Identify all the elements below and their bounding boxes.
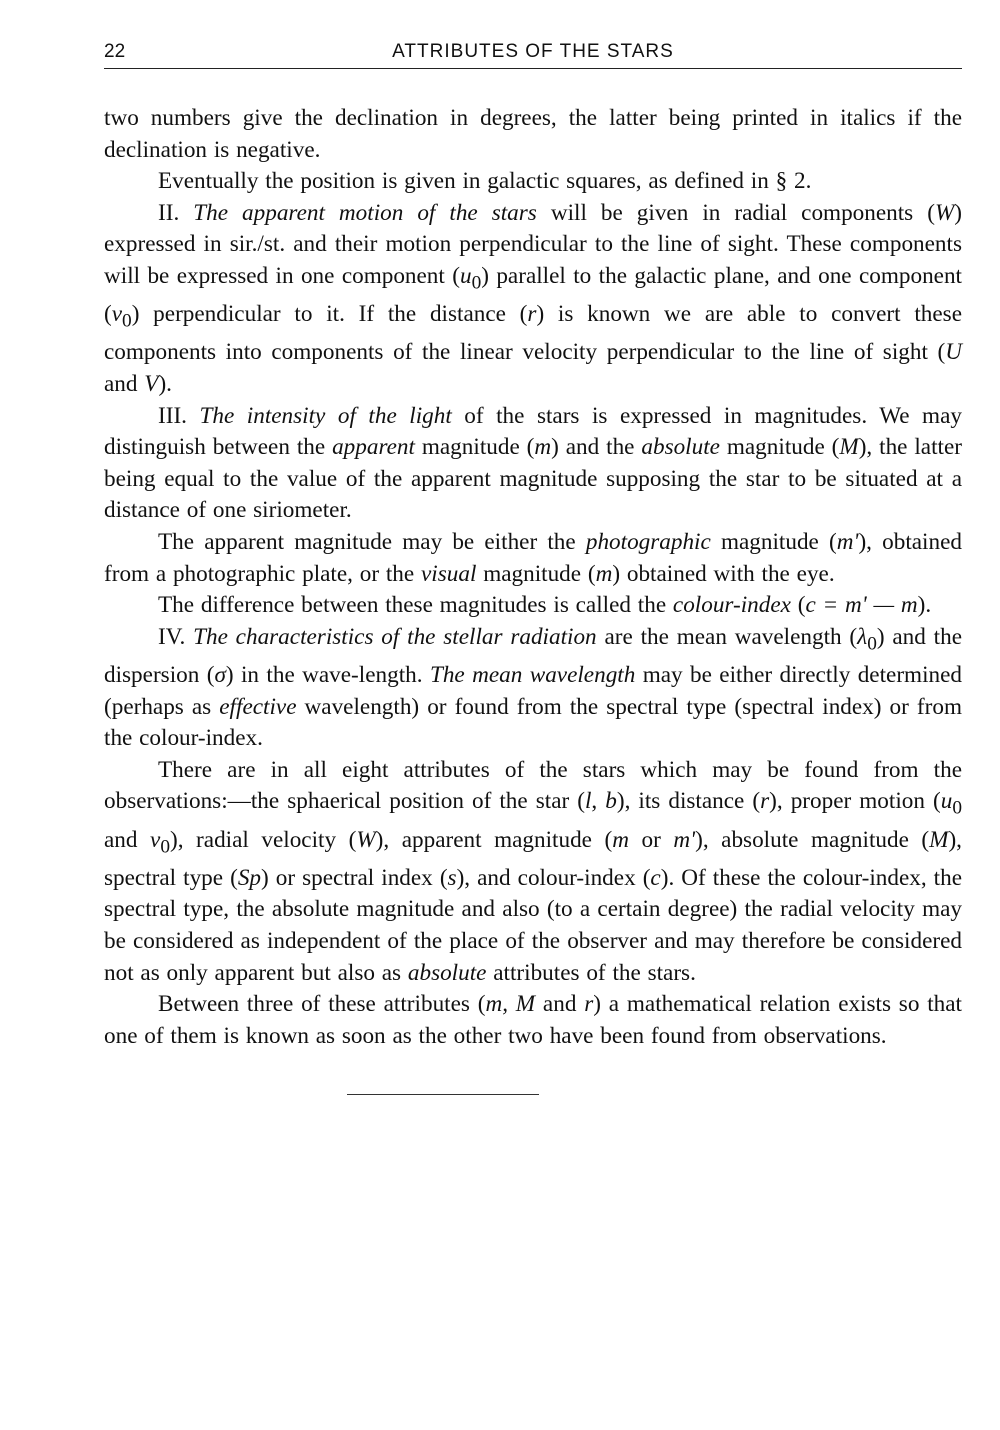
end-of-section-rule <box>347 1094 539 1095</box>
book-page <box>104 38 962 1095</box>
section-heading-stellar-radiation: The characteristics of the stellar radiation <box>193 623 597 650</box>
page-number: 22 <box>104 41 126 62</box>
paragraph-mathematical-relation: Between three of these attributes (m, M and r) a mathematical relation exists so that one of them is known as soon as the other two have been found from observations. <box>104 991 963 1049</box>
paragraph-photographic-visual: The apparent magnitude may be either the photographic magnitude (m'), obtained from a photographic plate, or the visual magnitude (m) obtained with the eye. <box>104 529 962 587</box>
paragraph-stellar-radiation: IV. The characteristics of the stellar radiation are the mean wavelength $(\lambda_0)$ and the dispersion (σ) in the wave-length. The mean wavelength may be either directly determined (perhaps as effective wavelength) or found from the spectral type (spectral index) or from the colour-index. <box>104 623 962 752</box>
body-text <box>104 103 962 1052</box>
paragraph-intensity-of-light: III. The intensity of the light of the stars is expressed in magnitudes. We may distinguish between the apparent magnitude (m) and the absolute magnitude (M), the latter being equal to the value of the apparent magnitude supposing the star to be situated at a distance of one siriometer. <box>104 402 962 524</box>
running-title: ATTRIBUTES OF THE STARS <box>392 41 674 62</box>
paragraph-eight-attributes: There are in all eight attributes of the stars which may be found from the observations:—the sphaerical position of the star (l, b), its distance (r), proper motion ($u_0$ and $v_0$), radial velocity (W), apparent magnitude (m or m'), absolute magnitude (M), spectral type (Sp) or spectral index (s), and colour-index (c). Of these the colour-index, the spectral type, the absolute magnitude and also (to a certain degree) the radial velocity may be considered as independent of the place of the observer and may therefore be considered not as only apparent but also as absolute attributes of the stars. <box>104 756 962 986</box>
paragraph-apparent-motion: II. The apparent motion of the stars will be given in radial components (W) expressed in sir./st. and their motion perpendicular to the line of sight. These components will be expressed in one component $(u_0)$ parallel to the galactic plane, and one component $(v_0)$ perpendicular to it. If the distance (r) is known we are able to convert these components into components of the linear velocity perpendicular to the line of sight (U and V). <box>104 199 963 398</box>
paragraph-declination-continuation: two numbers give the declination in degrees, the latter being printed in italics if the declination is negative. <box>104 105 962 163</box>
paragraph-colour-index: The difference between these magnitudes is called the colour-index (c = m' — m). <box>158 592 932 619</box>
paragraph-galactic-squares: Eventually the position is given in galactic squares, as defined in § 2. <box>158 168 812 195</box>
page-header <box>104 38 962 69</box>
colour-index-formula: c = m' — m <box>805 592 918 619</box>
section-heading-intensity: The intensity of the light <box>199 402 452 429</box>
section-heading-apparent-motion: The apparent motion of the stars <box>193 199 537 226</box>
